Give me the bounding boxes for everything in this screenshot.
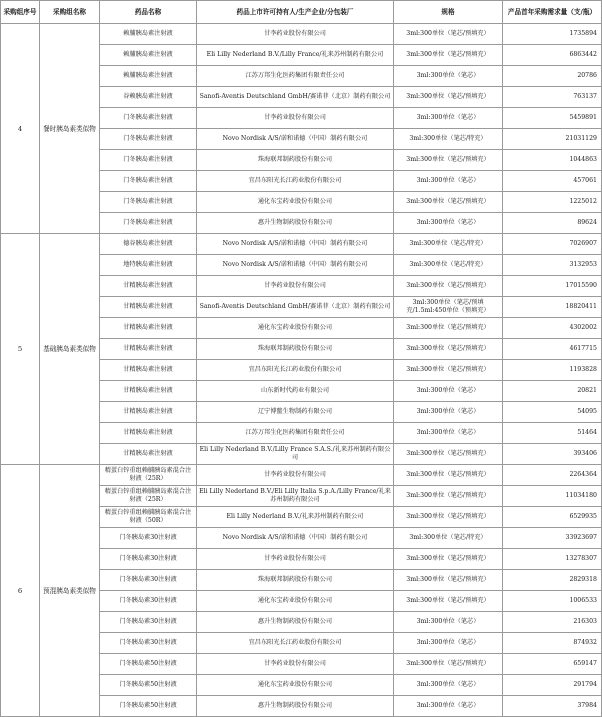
spec-cell: 3ml:300单位（笔芯/预填充）: [394, 150, 503, 171]
demand-cell: 13278307: [503, 549, 602, 570]
table-row: [1, 234, 602, 255]
demand-cell: 4617715: [503, 339, 602, 360]
header-drug-name: 药品名称: [100, 1, 197, 24]
drug-name-cell: 甘精胰岛素注射液: [100, 318, 197, 339]
manufacturer-cell: Novo Nordisk A/S/诺和诺德（中国）制药有限公司: [197, 129, 394, 150]
demand-cell: 2829318: [503, 570, 602, 591]
demand-cell: 216303: [503, 612, 602, 633]
manufacturer-cell: Sanofi-Aventis Deutschland GmbH/赛诺菲（北京）制药有限公司: [197, 87, 394, 108]
group-name-cell: 基础胰岛素类似物: [40, 234, 100, 465]
group-number-cell: 5: [1, 234, 40, 465]
demand-cell: 659147: [503, 654, 602, 675]
table-body: [1, 24, 602, 717]
drug-name-cell: 门冬胰岛素注射液: [100, 150, 197, 171]
demand-cell: 54095: [503, 402, 602, 423]
manufacturer-cell: Eli Lilly Nederland B.V./Eli Lilly Italia S.p.A./Lilly France/礼来苏州制药有限公司: [197, 486, 394, 507]
demand-cell: 33923697: [503, 528, 602, 549]
drug-name-cell: 精蛋白锌重组赖脯胰岛素混合注射液（25R）: [100, 486, 197, 507]
drug-name-cell: 甘精胰岛素注射液: [100, 444, 197, 465]
spec-cell: 3ml:300单位（笔芯/预填充）: [394, 654, 503, 675]
drug-name-cell: 精蛋白锌重组赖脯胰岛素混合注射液（25R）: [100, 465, 197, 486]
manufacturer-cell: 江苏万邦生化医药集团有限责任公司: [197, 66, 394, 87]
drug-name-cell: 精蛋白锌重组赖脯胰岛素混合注射液（50R）: [100, 507, 197, 528]
demand-cell: 20786: [503, 66, 602, 87]
spec-cell: 3ml:300单位（笔芯）: [394, 696, 503, 717]
manufacturer-cell: 惠升生物制药股份有限公司: [197, 213, 394, 234]
drug-name-cell: 甘精胰岛素注射液: [100, 423, 197, 444]
demand-cell: 17015590: [503, 276, 602, 297]
spec-cell: 3ml:300单位（笔芯）: [394, 612, 503, 633]
group-name-cell: 预混胰岛素类似物: [40, 465, 100, 717]
spec-cell: 3ml:300单位（笔芯/预填充）: [394, 507, 503, 528]
drug-name-cell: 甘精胰岛素注射液: [100, 402, 197, 423]
group-name-cell: 餐时胰岛素类似物: [40, 24, 100, 234]
demand-cell: 4302002: [503, 318, 602, 339]
demand-cell: 1735894: [503, 24, 602, 45]
drug-name-cell: 门冬胰岛素50注射液: [100, 654, 197, 675]
drug-name-cell: 甘精胰岛素注射液: [100, 381, 197, 402]
demand-cell: 6863442: [503, 45, 602, 66]
spec-cell: 3ml:300单位（笔芯/预填充）: [394, 360, 503, 381]
spec-cell: 3ml:300单位（笔芯/预填充）: [394, 318, 503, 339]
drug-name-cell: 甘精胰岛素注射液: [100, 339, 197, 360]
spec-cell: 3ml:300单位（笔芯）: [394, 108, 503, 129]
manufacturer-cell: 江苏万邦生化医药集团有限责任公司: [197, 423, 394, 444]
header-row: [1, 1, 602, 24]
group-number-cell: 4: [1, 24, 40, 234]
header-spec: 规格: [394, 1, 503, 24]
demand-cell: 5459891: [503, 108, 602, 129]
manufacturer-cell: Sanofi-Aventis Deutschland GmbH/赛诺菲（北京）制药有限公司: [197, 297, 394, 318]
manufacturer-cell: 通化东宝药业股份有限公司: [197, 192, 394, 213]
spec-cell: 3ml:300单位（笔芯）: [394, 402, 503, 423]
manufacturer-cell: 通化东宝药业股份有限公司: [197, 318, 394, 339]
spec-cell: 3ml:300单位（笔芯）: [394, 66, 503, 87]
manufacturer-cell: Novo Nordisk A/S/诺和诺德（中国）制药有限公司: [197, 255, 394, 276]
manufacturer-cell: 山东新时代药业有限公司: [197, 381, 394, 402]
manufacturer-cell: 宜昌东阳光长江药业股份有限公司: [197, 171, 394, 192]
header-manufacturer: 药品上市许可持有人/生产企业/分包装厂: [197, 1, 394, 24]
manufacturer-cell: Eli Lilly Nederland B.V./礼来苏州制药有限公司: [197, 507, 394, 528]
drug-name-cell: 门冬胰岛素注射液: [100, 171, 197, 192]
manufacturer-cell: 惠升生物制药股份有限公司: [197, 612, 394, 633]
manufacturer-cell: 甘李药业股份有限公司: [197, 549, 394, 570]
group-number-cell: 6: [1, 465, 40, 717]
spec-cell: 3ml:300单位（笔芯）: [394, 675, 503, 696]
drug-name-cell: 门冬胰岛素30注射液: [100, 591, 197, 612]
manufacturer-cell: 珠海联邦制药股份有限公司: [197, 570, 394, 591]
drug-name-cell: 地特胰岛素注射液: [100, 255, 197, 276]
demand-cell: 20821: [503, 381, 602, 402]
demand-cell: 51464: [503, 423, 602, 444]
drug-name-cell: 谷赖胰岛素注射液: [100, 87, 197, 108]
manufacturer-cell: 甘李药业股份有限公司: [197, 276, 394, 297]
spec-cell: 3ml:300单位（笔芯/预填充）: [394, 192, 503, 213]
drug-name-cell: 门冬胰岛素注射液: [100, 108, 197, 129]
spec-cell: 3ml:300单位（笔芯/预填充）: [394, 444, 503, 465]
drug-name-cell: 门冬胰岛素30注射液: [100, 633, 197, 654]
drug-name-cell: 门冬胰岛素30注射液: [100, 528, 197, 549]
drug-name-cell: 门冬胰岛素注射液: [100, 192, 197, 213]
spec-cell: 3ml:300单位（笔芯/预填充）: [394, 24, 503, 45]
manufacturer-cell: 通化东宝药业股份有限公司: [197, 675, 394, 696]
demand-cell: 874932: [503, 633, 602, 654]
spec-cell: 3ml:300单位（笔芯/特充）: [394, 528, 503, 549]
spec-cell: 3ml:300单位（笔芯/特充）: [394, 255, 503, 276]
drug-name-cell: 赖脯胰岛素注射液: [100, 45, 197, 66]
demand-cell: 1006533: [503, 591, 602, 612]
drug-name-cell: 门冬胰岛素注射液: [100, 213, 197, 234]
spec-cell: 3ml:300单位（笔芯）: [394, 633, 503, 654]
drug-name-cell: 赖脯胰岛素注射液: [100, 66, 197, 87]
manufacturer-cell: Eli Lilly Nederland B.V./Lilly France S.A.S./礼来苏州制药有限公司: [197, 444, 394, 465]
demand-cell: 1225012: [503, 192, 602, 213]
drug-name-cell: 门冬胰岛素30注射液: [100, 612, 197, 633]
demand-cell: 763137: [503, 87, 602, 108]
table-header: [1, 1, 602, 24]
spec-cell: 3ml:300单位（笔芯/预填充）: [394, 339, 503, 360]
manufacturer-cell: 惠升生物制药股份有限公司: [197, 696, 394, 717]
spec-cell: 3ml:300单位（笔芯）: [394, 423, 503, 444]
manufacturer-cell: Novo Nordisk A/S/诺和诺德（中国）制药有限公司: [197, 234, 394, 255]
spec-cell: 3ml:300单位（笔芯/预填充）: [394, 486, 503, 507]
demand-cell: 6529935: [503, 507, 602, 528]
drug-name-cell: 门冬胰岛素30注射液: [100, 570, 197, 591]
manufacturer-cell: 甘李药业股份有限公司: [197, 24, 394, 45]
spec-cell: 3ml:300单位（笔芯/预填充）: [394, 45, 503, 66]
demand-cell: 3132953: [503, 255, 602, 276]
manufacturer-cell: 甘李药业股份有限公司: [197, 465, 394, 486]
spec-cell: 3ml:300单位（笔芯）: [394, 213, 503, 234]
demand-cell: 21031129: [503, 129, 602, 150]
manufacturer-cell: 甘李药业股份有限公司: [197, 654, 394, 675]
table-row: [1, 24, 602, 45]
header-category: 采购组名称: [40, 1, 100, 24]
spec-cell: 3ml:300单位（笔芯/预填充）: [394, 276, 503, 297]
table-row: [1, 465, 602, 486]
header-group-no: 采购组序号: [1, 1, 40, 24]
drug-name-cell: 甘精胰岛素注射液: [100, 360, 197, 381]
demand-cell: 457061: [503, 171, 602, 192]
demand-cell: 11034180: [503, 486, 602, 507]
manufacturer-cell: Novo Nordisk A/S/诺和诺德（中国）制药有限公司: [197, 528, 394, 549]
manufacturer-cell: 宜昌东阳光长江药业股份有限公司: [197, 633, 394, 654]
manufacturer-cell: Eli Lilly Nederland B.V./Lilly France/礼来苏州制药有限公司: [197, 45, 394, 66]
drug-name-cell: 甘精胰岛素注射液: [100, 297, 197, 318]
demand-cell: 393406: [503, 444, 602, 465]
drug-name-cell: 赖脯胰岛素注射液: [100, 24, 197, 45]
demand-cell: 89624: [503, 213, 602, 234]
spec-cell: 3ml:300单位（笔芯/预填充）: [394, 465, 503, 486]
drug-name-cell: 德谷胰岛素注射液: [100, 234, 197, 255]
manufacturer-cell: 辽宁博鳌生物制药有限公司: [197, 402, 394, 423]
spec-cell: 3ml:300单位（笔芯/预填充/1.5ml:450单位（预填充）: [394, 297, 503, 318]
demand-cell: 18820411: [503, 297, 602, 318]
manufacturer-cell: 通化东宝药业股份有限公司: [197, 591, 394, 612]
spec-cell: 3ml:300单位（笔芯/特充）: [394, 129, 503, 150]
spec-cell: 3ml:300单位（笔芯）: [394, 171, 503, 192]
manufacturer-cell: 珠海联邦制药股份有限公司: [197, 150, 394, 171]
demand-cell: 1193828: [503, 360, 602, 381]
drug-name-cell: 甘精胰岛素注射液: [100, 276, 197, 297]
spec-cell: 3ml:300单位（笔芯/特充）: [394, 234, 503, 255]
demand-cell: 1044863: [503, 150, 602, 171]
demand-cell: 291794: [503, 675, 602, 696]
manufacturer-cell: 珠海联邦制药股份有限公司: [197, 339, 394, 360]
spec-cell: 3ml:300单位（笔芯/预填充）: [394, 570, 503, 591]
demand-cell: 7026907: [503, 234, 602, 255]
demand-cell: 2264364: [503, 465, 602, 486]
header-demand: 产品首年采购需求量（支/瓶）: [503, 1, 602, 24]
spec-cell: 3ml:300单位（笔芯/预填充）: [394, 591, 503, 612]
spec-cell: 3ml:300单位（笔芯/预填充）: [394, 549, 503, 570]
manufacturer-cell: 甘李药业股份有限公司: [197, 108, 394, 129]
spec-cell: 3ml:300单位（笔芯/预填充）: [394, 87, 503, 108]
manufacturer-cell: 宜昌东阳光长江药业股份有限公司: [197, 360, 394, 381]
drug-name-cell: 门冬胰岛素50注射液: [100, 675, 197, 696]
drug-name-cell: 门冬胰岛素注射液: [100, 129, 197, 150]
demand-cell: 37984: [503, 696, 602, 717]
drug-name-cell: 门冬胰岛素50注射液: [100, 696, 197, 717]
drug-name-cell: 门冬胰岛素30注射液: [100, 549, 197, 570]
spec-cell: 3ml:300单位（笔芯）: [394, 381, 503, 402]
